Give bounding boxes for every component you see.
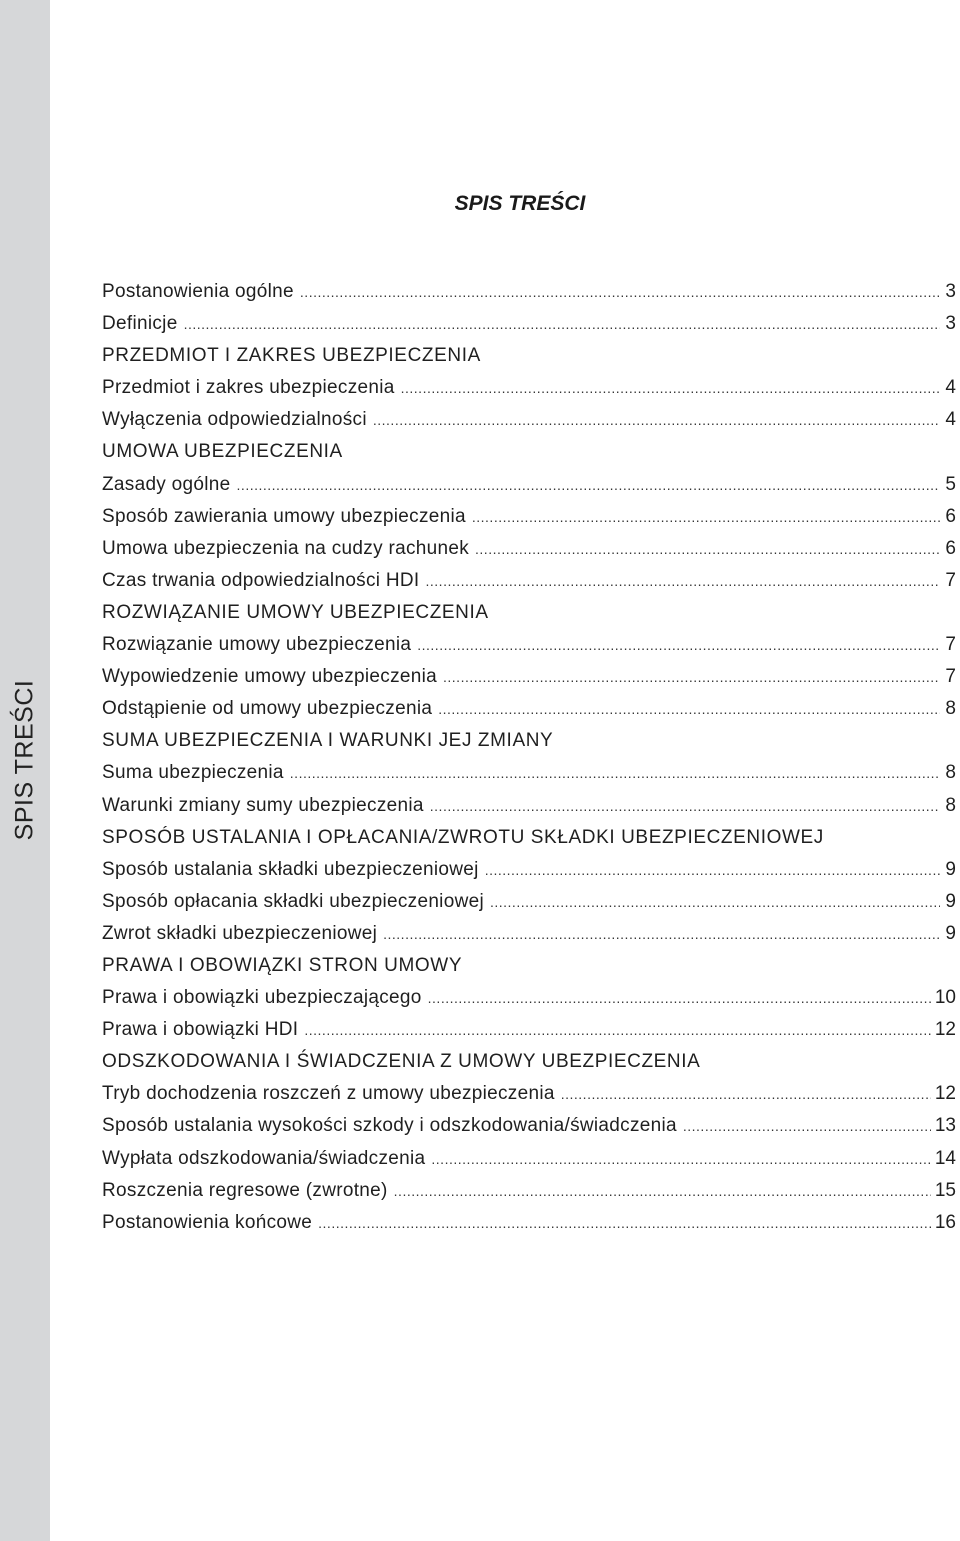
toc-page-number: 7 (945, 666, 956, 688)
toc-label: ROZWIĄZANIE UMOWY UBEZPIECZENIA (102, 601, 489, 623)
toc-label: Przedmiot i zakres ubezpieczenia (102, 377, 395, 399)
toc-entry[interactable] (102, 533, 956, 565)
toc-leader-dots (561, 1078, 931, 1110)
page-title: SPIS TREŚCI (454, 192, 586, 215)
toc-entry[interactable] (102, 308, 956, 340)
toc-page-number: 9 (945, 922, 956, 944)
toc-entry[interactable] (102, 469, 956, 501)
toc-label: Wypłata odszkodowania/świadczenia (102, 1147, 426, 1169)
toc-leader-dots (443, 661, 940, 693)
toc-label: Umowa ubezpieczenia na cudzy rachunek (102, 537, 470, 559)
toc-section-heading (102, 950, 956, 982)
toc-page-number: 6 (945, 537, 956, 559)
toc-page-number: 8 (945, 794, 956, 816)
toc-label: Wypowiedzenie umowy ubezpieczenia (102, 666, 438, 688)
toc-section-heading (102, 597, 956, 629)
toc-entry[interactable] (102, 790, 956, 822)
toc-label: Rozwiązanie umowy ubezpieczenia (102, 634, 412, 656)
toc-label: ODSZKODOWANIA I ŚWIADCZENIA Z UMOWY UBEZPIECZENIA (102, 1051, 701, 1073)
toc-page-number: 6 (945, 505, 956, 527)
toc-label: Tryb dochodzenia roszczeń z umowy ubezpieczenia (102, 1083, 555, 1105)
toc-leader-dots (318, 1207, 931, 1239)
toc-entry[interactable] (102, 854, 956, 886)
toc-label: Odstąpienie od umowy ubezpieczenia (102, 698, 433, 720)
toc-page-number: 9 (945, 858, 956, 880)
toc-label: SPOSÓB USTALANIA I OPŁACANIA/ZWROTU SKŁADKI UBEZPIECZENIOWEJ (102, 826, 824, 848)
toc-section-heading (102, 822, 956, 854)
toc-label: Wyłączenia odpowiedzialności (102, 409, 367, 431)
toc-leader-dots (304, 1014, 930, 1046)
toc-label: Warunki zmiany sumy ubezpieczenia (102, 794, 424, 816)
toc-page-number: 4 (945, 409, 956, 431)
toc-page-number: 4 (945, 377, 956, 399)
toc-label: Postanowienia końcowe (102, 1211, 313, 1233)
toc-page-number: 3 (945, 313, 956, 335)
toc-section-heading (102, 436, 956, 468)
toc-leader-dots (290, 757, 940, 789)
toc-entry[interactable] (102, 565, 956, 597)
toc-leader-dots (430, 790, 940, 822)
toc-entry[interactable] (102, 1175, 956, 1207)
toc-leader-dots (300, 276, 940, 308)
toc-entry[interactable] (102, 982, 956, 1014)
toc-page-number: 5 (945, 473, 956, 495)
toc-label: Definicje (102, 313, 178, 335)
toc-entry[interactable] (102, 1143, 956, 1175)
toc-leader-dots (485, 854, 940, 886)
toc-label: Prawa i obowiązki HDI (102, 1019, 299, 1041)
toc-page-number: 7 (945, 569, 956, 591)
toc-entry[interactable] (102, 1078, 956, 1110)
toc-entry[interactable] (102, 757, 956, 789)
toc-leader-dots (428, 982, 931, 1014)
toc-page-number: 3 (945, 281, 956, 302)
toc-page-number: 8 (945, 762, 956, 784)
toc-label: PRAWA I OBOWIĄZKI STRON UMOWY (102, 954, 463, 976)
toc-page-number: 13 (934, 1115, 956, 1137)
toc-page-number: 7 (945, 634, 956, 656)
toc-entry[interactable] (102, 276, 956, 308)
toc-entry[interactable] (102, 693, 956, 725)
toc-entry[interactable] (102, 1014, 956, 1046)
toc-section-heading (102, 340, 956, 372)
toc-leader-dots (490, 886, 940, 918)
toc-label: Sposób opłacania składki ubezpieczeniowej (102, 890, 484, 912)
toc-page-number: 9 (945, 890, 956, 912)
toc-leader-dots (426, 565, 940, 597)
toc-label: PRZEDMIOT I ZAKRES UBEZPIECZENIA (102, 345, 481, 367)
toc-leader-dots (475, 533, 940, 565)
toc-label: Roszczenia regresowe (zwrotne) (102, 1179, 388, 1201)
toc-label: Postanowienia ogólne (102, 281, 294, 302)
toc-entry[interactable] (102, 661, 956, 693)
toc-label: Suma ubezpieczenia (102, 762, 284, 784)
toc-page-number: 15 (934, 1179, 956, 1201)
toc-leader-dots (438, 693, 940, 725)
toc-label: Prawa i obowiązki ubezpieczającego (102, 987, 422, 1009)
toc-label: Zasady ogólne (102, 473, 231, 495)
toc-leader-dots (184, 308, 940, 340)
toc-leader-dots (683, 1110, 931, 1142)
toc-label: Czas trwania odpowiedzialności HDI (102, 569, 420, 591)
toc-section-heading (102, 1046, 956, 1078)
toc-label: Sposób zawierania umowy ubezpieczenia (102, 505, 466, 527)
toc-leader-dots (472, 501, 940, 533)
toc-leader-dots (237, 469, 940, 501)
toc-label: SUMA UBEZPIECZENIA I WARUNKI JEJ ZMIANY (102, 730, 554, 752)
toc-label: Zwrot składki ubezpieczeniowej (102, 922, 378, 944)
toc-page-number: 10 (934, 987, 956, 1009)
toc-leader-dots (401, 372, 940, 404)
toc-label: UMOWA UBEZPIECZENIA (102, 441, 343, 463)
toc-entry[interactable] (102, 404, 956, 436)
toc-entry[interactable] (102, 372, 956, 404)
toc-leader-dots (431, 1143, 930, 1175)
toc-entry[interactable] (102, 918, 956, 950)
toc-page-number: 14 (934, 1147, 956, 1169)
toc-label: Sposób ustalania wysokości szkody i odszkodowania/świadczenia (102, 1115, 677, 1137)
toc-page-number: 12 (934, 1083, 956, 1105)
toc-section-heading (102, 725, 956, 757)
toc-leader-dots (417, 629, 940, 661)
toc-leader-dots (373, 404, 940, 436)
toc-entry[interactable] (102, 629, 956, 661)
table-of-contents (102, 276, 956, 1239)
toc-entry[interactable] (102, 501, 956, 533)
toc-page-number: 12 (934, 1019, 956, 1041)
toc-page-number: 8 (945, 698, 956, 720)
toc-entry[interactable] (102, 1207, 956, 1239)
toc-page-number: 16 (934, 1211, 956, 1233)
toc-entry[interactable] (102, 886, 956, 918)
side-strip (0, 0, 50, 1541)
toc-leader-dots (383, 918, 940, 950)
toc-label: Sposób ustalania składki ubezpieczeniowej (102, 858, 479, 880)
toc-entry[interactable] (102, 1110, 956, 1142)
toc-leader-dots (394, 1175, 931, 1207)
side-label: SPIS TREŚCI (10, 679, 39, 841)
